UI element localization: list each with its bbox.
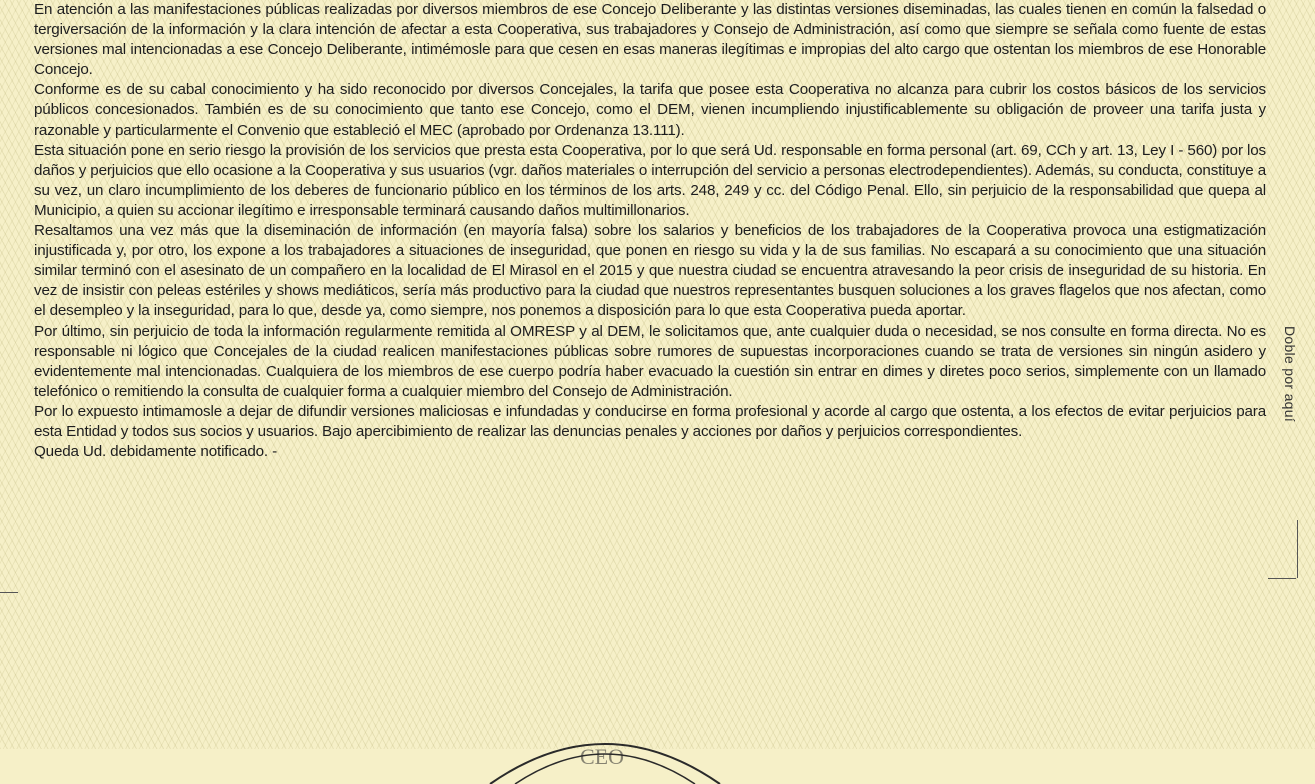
letter-body <box>34 0 1266 462</box>
fold-here-note: Doble por aquí <box>1282 325 1298 423</box>
paragraph-notification: Queda Ud. debidamente notificado. - <box>34 443 277 461</box>
paragraph-tariff: Conforme es de su cabal conocimiento y ha sido reconocido por diversos Concejales, la tarifa que posee esta Cooperativa no alcanza para cubrir los costos básicos de los servicios públicos concesionados. También es de su conocimiento que tanto ese Concejo, como el DEM, vienen incumpliendo injustificablemente su obligación de proveer una tarifa justa y razonable y particularmente el Convenio que estableció el MEC (aprobado por Ordenanza 13.111). <box>34 81 1266 139</box>
paragraph-consultation: Por último, sin perjuicio de toda la información regularmente remitida al OMRESP y al DEM, le solicitamos que, ante cualquier duda o necesidad, se nos consulte en forma directa. No es responsable ni lógico que Concejales de la ciudad realicen manifestaciones públicas sobre rumores de supuestas incorporaciones cuando se trata de versiones sin ningún asidero y evidentemente mal intencionadas. Cualquiera de los miembros de ese cuerpo podría haber evacuado la cuestión sin entrar en dimes y diretes poco serios, simplemente con un llamado telefónico o remitiendo la consulta de cualquier forma a cualquier miembro del Consejo de Administración. <box>34 322 1266 400</box>
fold-mark-right <box>1268 578 1296 579</box>
paragraph-workers: Resaltamos una vez más que la diseminación de información (en mayoría falsa) sobre los salarios y beneficios de los trabajadores de la Cooperativa provoca una estigmatización injustificada y, por otro, los expone a los trabajadores a situaciones de inseguridad, que ponen en riesgo su vida y la de sus familias. No escapará a su conocimiento que una situación similar terminó con el asesinato de un compañero en la localidad de El Mirasol en el 2015 y que nuestra ciudad se encuentra atravesando la peor crisis de inseguridad de su historia. En vez de insistir con peleas estériles y shows mediáticos, sería más productivo para la ciudad que nuestros representantes busquen soluciones a los graves flagelos que nos afectan, como el desempleo y la inseguridad, para lo que, desde ya, como siempre, nos ponemos a disposición para lo que esta Cooperativa pueda aportar. <box>34 222 1266 320</box>
paragraph-intro: En atención a las manifestaciones públicas realizadas por diversos miembros de ese Concejo Deliberante y las distintas versiones diseminadas, las cuales tienen en común la falsedad o tergiversación de la información y la clara intención de afectar a esta Cooperativa, sus trabajadores y Consejo de Administración, así como que siempre se señala como fuente de estas versiones mal intencionadas a ese Concejo Deliberante, intimémosle para que cesen en esas maneras ilegítimas e impropias del alto cargo que ostentan los miembros de ese Honorable Concejo. <box>34 1 1266 79</box>
fold-mark-left <box>0 592 18 593</box>
fold-mark-vertical <box>1297 520 1298 578</box>
seal-stamp <box>480 724 730 784</box>
paragraph-risk: Esta situación pone en serio riesgo la provisión de los servicios que presta esta Cooperativa, por lo que será Ud. responsable en forma personal (art. 69, CCh y art. 13, Ley I - 560) por los daños y perjuicios que ello ocasione a la Cooperativa y sus usuarios (vgr. daños materiales o interrupción del servicio a personas electrodependientes). Además, su conducta, constituye a su vez, un claro incumplimiento de los deberes de funcionario público en los términos de los arts. 248, 249 y cc. del Código Penal. Ello, sin perjuicio de la responsabilidad que quepa al Municipio, a quien su accionar ilegítimo e irresponsable terminará causando daños multimillonarios. <box>34 141 1266 219</box>
paragraph-demand: Por lo expuesto intimamosle a dejar de difundir versiones maliciosas e infundadas y conducirse en forma profesional y acorde al cargo que ostenta, a los efectos de evitar perjuicios para esta Entidad y todos sus socios y usuarios. Bajo apercibimiento de realizar las denuncias penales y acciones por daños y perjuicios correspondientes. <box>34 402 1266 440</box>
svg-text:CEO: CEO <box>580 744 624 769</box>
